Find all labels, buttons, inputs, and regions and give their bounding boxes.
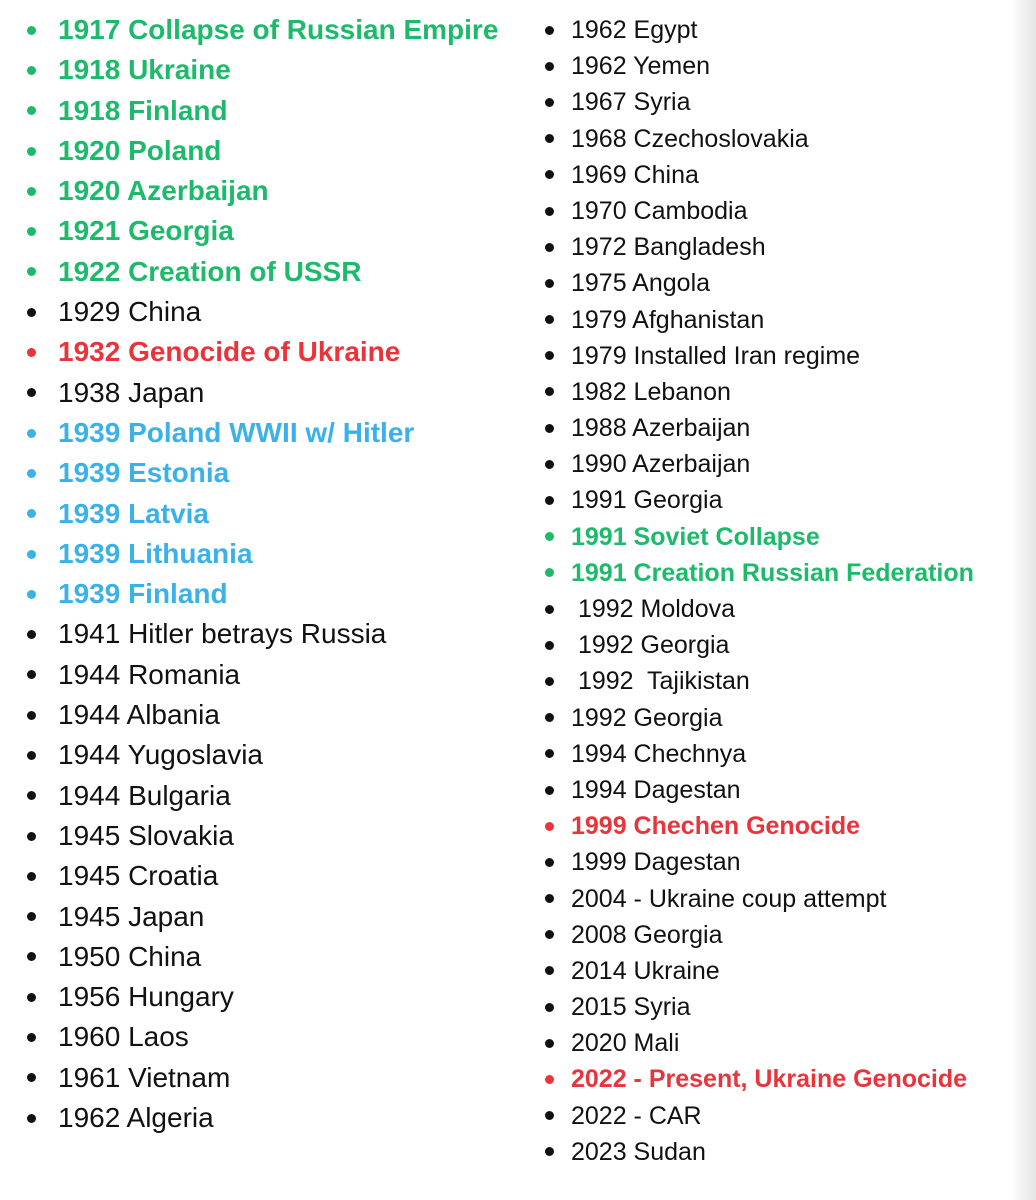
list-item [540,844,974,880]
list-item [540,881,974,917]
list-item [540,48,974,84]
event-label: 2022 - CAR [571,1101,702,1130]
bullet-icon [27,1073,36,1082]
bullet-icon [545,62,554,71]
bullet-icon [545,98,554,107]
event-label: 2008 Georgia [571,920,723,949]
event-label: 1920 Poland [58,134,222,166]
event-label: 1972 Bangladesh [571,233,766,262]
bullet-icon [27,1033,36,1042]
event-label: 1922 Creation of USSR [58,255,362,287]
list-item [540,808,974,844]
event-label: 1945 Japan [58,900,205,932]
list-item [22,453,498,493]
bullet-icon [545,134,554,143]
list-item [22,494,498,534]
bullet-icon [545,858,554,867]
list-item [22,292,498,332]
list-item [22,816,498,856]
bullet-icon [27,630,36,639]
bullet-icon [545,786,554,795]
list-item [22,856,498,896]
event-label: 2023 Sudan [571,1137,706,1166]
list-item [22,695,498,735]
bullet-icon [27,106,36,115]
event-label: 1944 Albania [58,699,220,731]
bullet-icon [27,791,36,800]
list-item [540,229,974,265]
event-label: 1991 Creation Russian Federation [571,558,974,587]
bullet-icon [27,388,36,397]
list-item [22,171,498,211]
bullet-icon [27,1114,36,1123]
list-item [22,211,498,251]
event-label: 1917 Collapse of Russian Empire [58,14,499,45]
event-label: 1970 Cambodia [571,196,748,225]
list-item [540,989,974,1025]
list-item [540,1025,974,1061]
bullet-icon [545,170,554,179]
bullet-icon [27,429,36,438]
list-item [22,977,498,1017]
bullet-icon [545,315,554,324]
list-item [540,1061,974,1097]
event-label: 2015 Syria [571,993,691,1022]
list-item [540,302,974,338]
event-label: 1939 Finland [58,578,228,610]
left-event-list [22,10,498,1138]
bullet-icon [27,912,36,921]
bullet-icon [545,1039,554,1048]
event-label: 1961 Vietnam [58,1061,231,1093]
event-label: 1988 Azerbaijan [571,414,751,443]
event-label: 1999 Chechen Genocide [571,812,861,841]
event-label: 1920 Azerbaijan [58,175,269,207]
event-label: 2020 Mali [571,1029,680,1058]
list-item [22,252,498,292]
list-item [540,917,974,953]
list-item [540,953,974,989]
list-item [22,373,498,413]
event-label: 1944 Romania [58,658,241,690]
bullet-icon [545,26,554,35]
list-item [540,1098,974,1134]
bullet-icon [27,187,36,196]
list-item [22,735,498,775]
event-label: 1968 Czechoslovakia [571,124,809,153]
list-item [540,627,974,663]
event-label: 1939 Poland WWII w/ Hitler [58,416,415,448]
bullet-icon [27,267,36,276]
list-item [540,772,974,808]
list-item [22,1098,498,1138]
list-item [540,121,974,157]
event-label: 1994 Chechnya [571,739,747,768]
event-label: 1969 China [571,160,699,189]
list-item [540,700,974,736]
event-label: 1939 Lithuania [58,537,253,569]
event-label: 1992 Georgia [571,703,723,732]
event-label: 1990 Azerbaijan [571,450,751,479]
bullet-icon [27,308,36,317]
list-item [540,446,974,482]
bullet-icon [545,243,554,252]
list-item [22,1058,498,1098]
bullet-icon [545,460,554,469]
bullet-icon [545,496,554,505]
list-item [22,614,498,654]
event-label: 1950 China [58,940,202,972]
list-item [22,534,498,574]
list-item [22,937,498,977]
bullet-icon [27,832,36,841]
list-item [540,1134,974,1170]
bullet-icon [545,822,554,831]
event-label: 1962 Algeria [58,1102,214,1134]
bullet-icon [27,66,36,75]
list-item [22,655,498,695]
bullet-icon [27,670,36,679]
list-item [540,374,974,410]
list-item [540,591,974,627]
event-label: 1945 Croatia [58,860,219,892]
bullet-icon [545,930,554,939]
list-item [22,574,498,614]
list-item [540,265,974,301]
list-item [22,332,498,372]
bullet-icon [27,348,36,357]
bullet-icon [27,751,36,760]
event-label: 1929 China [58,296,202,328]
event-label: 1979 Installed Iran regime [571,341,861,370]
right-event-list [540,12,974,1170]
bullet-icon [545,966,554,975]
list-item [540,519,974,555]
bullet-icon [27,550,36,559]
event-label: 1991 Soviet Collapse [571,522,820,551]
list-item [540,555,974,591]
bullet-icon [545,894,554,903]
bullet-icon [27,872,36,881]
bullet-icon [545,1075,554,1084]
event-label: 1941 Hitler betrays Russia [58,618,387,650]
event-label: 1979 Afghanistan [571,305,765,334]
bullet-icon [27,993,36,1002]
bullet-icon [27,26,36,35]
bullet-icon [545,605,554,614]
bullet-icon [545,1111,554,1120]
event-label: 1956 Hungary [58,981,234,1013]
list-item [540,663,974,699]
list-item [540,12,974,48]
list-item [540,193,974,229]
event-label: 2014 Ukraine [571,956,720,985]
event-label: 1944 Bulgaria [58,779,231,811]
bullet-icon [545,1003,554,1012]
list-item [540,736,974,772]
list-item [540,410,974,446]
bullet-icon [545,351,554,360]
list-item [22,413,498,453]
list-item [22,10,498,50]
bullet-icon [27,469,36,478]
list-item [22,776,498,816]
event-label: 1992 Tajikistan [571,667,750,696]
list-item [22,91,498,131]
bullet-icon [545,641,554,650]
event-label: 1932 Genocide of Ukraine [58,336,401,368]
event-label: 1992 Georgia [571,631,730,660]
bullet-icon [27,590,36,599]
event-label: 1945 Slovakia [58,819,234,851]
event-label: 1999 Dagestan [571,848,741,877]
bullet-icon [545,532,554,541]
event-label: 1960 Laos [58,1021,189,1053]
event-label: 1994 Dagestan [571,775,741,804]
event-label: 1991 Georgia [571,486,723,515]
event-label: 1962 Egypt [571,16,698,44]
event-label: 1967 Syria [571,88,691,117]
event-label: 1918 Finland [58,94,228,126]
list-item [540,84,974,120]
bullet-icon [27,711,36,720]
bullet-icon [27,227,36,236]
page-edge-shadow [1010,0,1036,1200]
list-item [540,157,974,193]
bullet-icon [27,509,36,518]
event-label: 1992 Moldova [571,595,736,623]
list-item [22,50,498,90]
event-label: 1921 Georgia [58,215,234,247]
bullet-icon [545,279,554,288]
bullet-icon [545,749,554,758]
event-label: 1938 Japan [58,376,205,408]
list-item [22,897,498,937]
event-label: 1939 Latvia [58,497,209,529]
list-item [540,482,974,518]
event-label: 1939 Estonia [58,457,230,489]
event-label: 1962 Yemen [571,52,711,81]
list-item [540,338,974,374]
bullet-icon [545,713,554,722]
event-label: 1982 Lebanon [571,377,731,406]
event-label: 1975 Angola [571,269,711,298]
event-label: 1944 Yugoslavia [58,739,263,771]
bullet-icon [545,1147,554,1156]
bullet-icon [545,424,554,433]
bullet-icon [545,568,554,577]
bullet-icon [545,387,554,396]
list-item [22,1017,498,1057]
event-label: 1918 Ukraine [58,54,231,86]
bullet-icon [27,147,36,156]
event-label: 2004 - Ukraine coup attempt [571,884,887,913]
event-label: 2022 - Present, Ukraine Genocide [571,1065,968,1094]
list-item [22,131,498,171]
bullet-icon [27,952,36,961]
bullet-icon [545,677,554,686]
bullet-icon [545,207,554,216]
